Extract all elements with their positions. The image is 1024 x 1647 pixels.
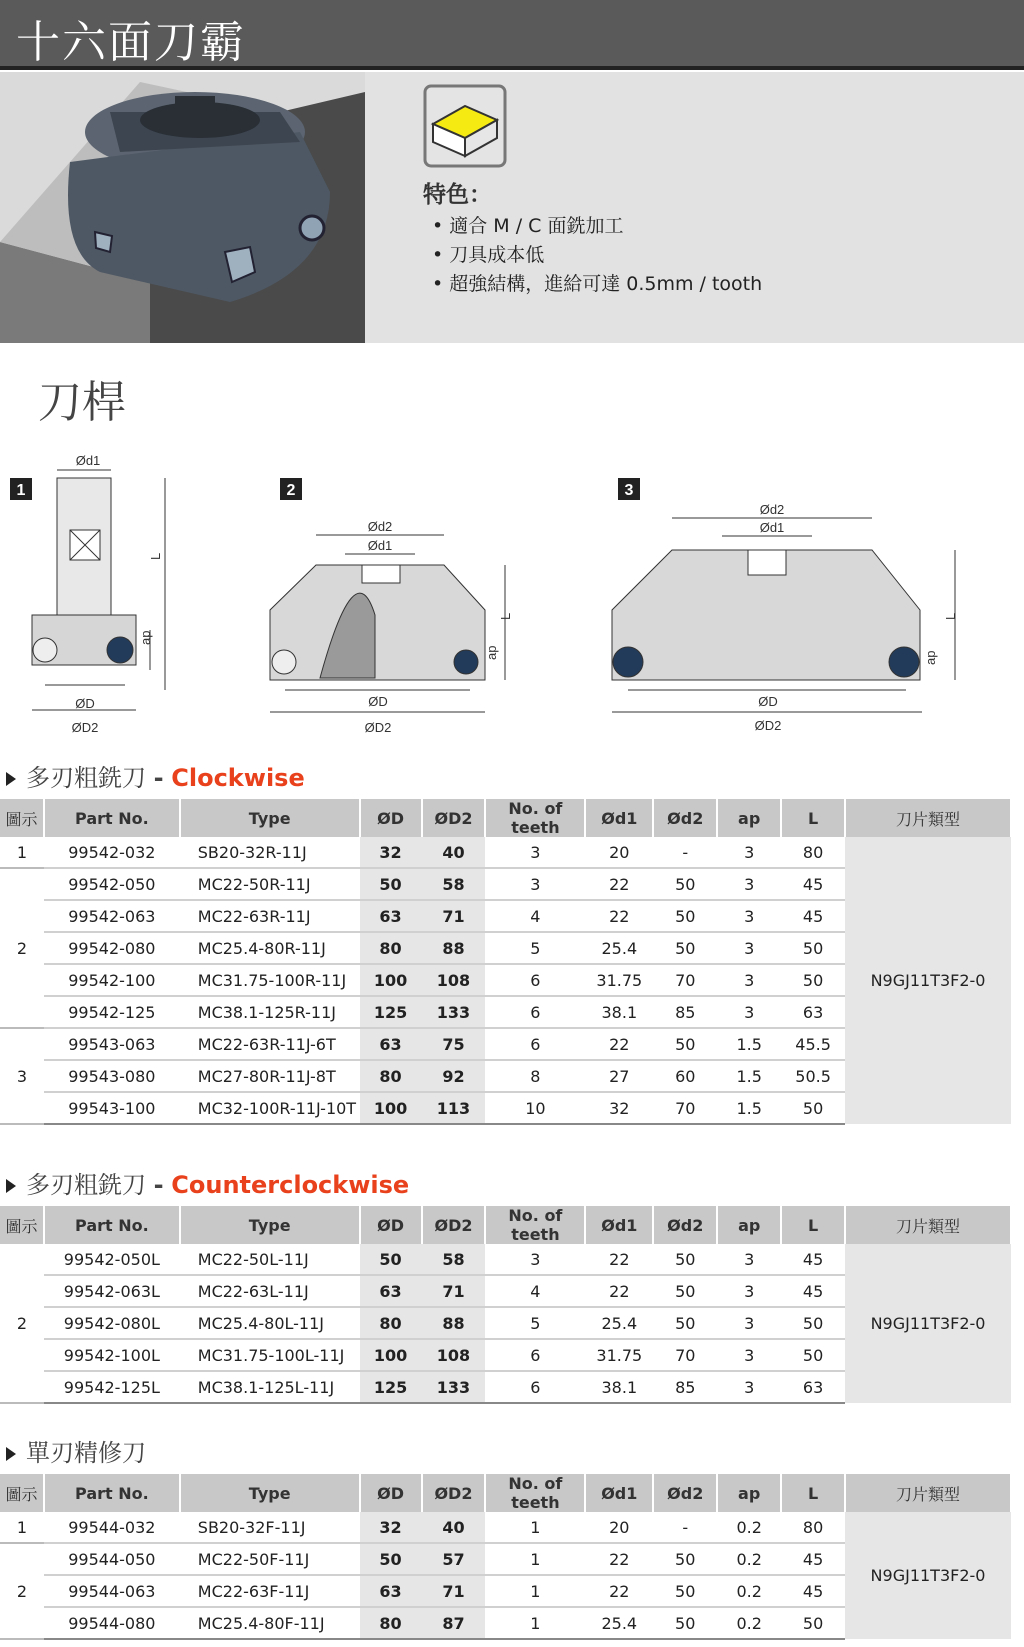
table-cell: 99542-080 — [44, 932, 180, 964]
table-cell: 99542-063 — [44, 900, 180, 932]
table-cell: 87 — [422, 1607, 486, 1639]
table-cell: 99544-063 — [44, 1575, 180, 1607]
diagram-number: 3 — [624, 482, 634, 499]
table-cell: MC32-100R-11J-10T — [180, 1092, 360, 1124]
table-cell: 22 — [585, 1543, 653, 1575]
insert-icon — [423, 84, 507, 168]
column-header: Part No. — [44, 1206, 180, 1244]
table-cell: 32 — [360, 1512, 422, 1543]
column-header: L — [781, 1474, 845, 1512]
section-label: 多刃粗銑刀 — [26, 764, 146, 792]
table-cell: 70 — [653, 964, 717, 996]
table-cell: 99544-050 — [44, 1543, 180, 1575]
table-cell: - — [653, 1512, 717, 1543]
table-cell: 63 — [781, 1371, 845, 1403]
table-cell: 57 — [422, 1543, 486, 1575]
table-cell: 99542-100 — [44, 964, 180, 996]
table-cell: 50 — [781, 1307, 845, 1339]
table-cell: 99543-080 — [44, 1060, 180, 1092]
label-L: L — [943, 612, 958, 620]
table-cell: 25.4 — [585, 1607, 653, 1639]
column-header: 刀片類型 — [845, 1474, 1011, 1512]
table-cell: 1.5 — [717, 1060, 781, 1092]
table-header-row — [0, 1474, 1011, 1512]
table-cell: 1 — [485, 1543, 585, 1575]
table-cell: MC31.75-100L-11J — [180, 1339, 360, 1371]
table-cell: 50 — [781, 964, 845, 996]
table-cell: 80 — [360, 1060, 422, 1092]
label-d2: Ød2 — [759, 502, 785, 517]
figure-cell: 1 — [0, 1512, 44, 1543]
table-cell: 50 — [781, 1339, 845, 1371]
table-cell: 3 — [717, 837, 781, 868]
table-cell: 45 — [781, 1275, 845, 1307]
column-header: ap — [717, 1206, 781, 1244]
table-cell: 85 — [653, 1371, 717, 1403]
table-cell: 80 — [781, 837, 845, 868]
table-cell: 4 — [485, 900, 585, 932]
feature-item: • 刀具成本低 — [432, 241, 762, 270]
column-header: ap — [717, 799, 781, 837]
table-cell: 99542-050L — [44, 1244, 180, 1275]
table-cell: 99542-063L — [44, 1275, 180, 1307]
table-cell: 99542-125 — [44, 996, 180, 1028]
label-d2: Ød2 — [367, 519, 393, 534]
column-header: Type — [180, 799, 360, 837]
table-cell: MC22-63R-11J-6T — [180, 1028, 360, 1060]
table-counterclockwise — [0, 1206, 1012, 1404]
feature-item: • 超強結構，進給可達 0.5mm / tooth — [432, 270, 762, 299]
column-header: Type — [180, 1474, 360, 1512]
column-header: ØD2 — [422, 1474, 486, 1512]
table-cell: 3 — [717, 868, 781, 900]
table-cell: 3 — [717, 1371, 781, 1403]
section-finishing-title — [6, 1433, 146, 1468]
table-cell: 100 — [360, 1092, 422, 1124]
column-header: No. of teeth — [485, 1206, 585, 1244]
table-row — [0, 1244, 1011, 1275]
table-cell: 71 — [422, 900, 486, 932]
table-cell: 133 — [422, 1371, 486, 1403]
column-header: Ød1 — [585, 1206, 653, 1244]
table-finishing — [0, 1474, 1012, 1640]
table-cell: 45 — [781, 900, 845, 932]
table-cell: MC22-50R-11J — [180, 868, 360, 900]
page-title: 十六面刀霸 — [16, 17, 246, 68]
table-cell: 3 — [717, 964, 781, 996]
table-cell: 5 — [485, 932, 585, 964]
table-cell: 63 — [360, 1575, 422, 1607]
triangle-icon — [6, 772, 16, 786]
table-cell: - — [653, 837, 717, 868]
table-cell: 88 — [422, 1307, 486, 1339]
table-cell: 25.4 — [585, 932, 653, 964]
section-dash: - — [153, 764, 164, 792]
product-image — [0, 72, 365, 343]
page-header — [0, 0, 1024, 70]
table-cell: 0.2 — [717, 1575, 781, 1607]
table-cell: 31.75 — [585, 964, 653, 996]
table-cell: 71 — [422, 1575, 486, 1607]
table-cell: 75 — [422, 1028, 486, 1060]
triangle-icon — [6, 1179, 16, 1193]
table-cell: 27 — [585, 1060, 653, 1092]
table-cell: 60 — [653, 1060, 717, 1092]
section-direction: Clockwise — [171, 764, 305, 792]
table-cell: 22 — [585, 1275, 653, 1307]
label-D: ØD — [758, 694, 778, 709]
column-header: Ød2 — [653, 1474, 717, 1512]
table-cell: 63 — [360, 1275, 422, 1307]
table-cell: 80 — [781, 1512, 845, 1543]
label-D2: ØD2 — [71, 720, 99, 735]
table-cell: MC22-50L-11J — [180, 1244, 360, 1275]
table-cell: 8 — [485, 1060, 585, 1092]
table-cell: 88 — [422, 932, 486, 964]
table-cell: MC27-80R-11J-8T — [180, 1060, 360, 1092]
table-cell: 1 — [485, 1512, 585, 1543]
table-cell: 70 — [653, 1092, 717, 1124]
table-cell: 133 — [422, 996, 486, 1028]
table-cell: 99542-080L — [44, 1307, 180, 1339]
table-cell: 6 — [485, 996, 585, 1028]
table-cell: 50 — [781, 1092, 845, 1124]
figure-cell: 3 — [0, 1028, 44, 1124]
table-cell: 45 — [781, 1543, 845, 1575]
column-header: ØD2 — [422, 799, 486, 837]
table-cell: MC38.1-125L-11J — [180, 1371, 360, 1403]
column-header: Part No. — [44, 799, 180, 837]
table-cell: 31.75 — [585, 1339, 653, 1371]
label-d1: Ød1 — [75, 453, 101, 468]
table-cell: 100 — [360, 964, 422, 996]
insert-type-cell: N9GJ11T3F2-0 — [845, 1512, 1011, 1639]
features-title: 特色： — [423, 182, 492, 208]
table-cell: 50 — [781, 932, 845, 964]
table-header-row — [0, 799, 1011, 837]
insert-type-cell: N9GJ11T3F2-0 — [845, 1244, 1011, 1403]
diagram-3 — [612, 478, 958, 733]
table-cell: 0.2 — [717, 1543, 781, 1575]
hero-banner — [0, 72, 1024, 343]
holder-diagrams — [0, 440, 1024, 745]
table-cell: 99544-080 — [44, 1607, 180, 1639]
table-cell: 50 — [653, 932, 717, 964]
table-cell: 50 — [653, 1543, 717, 1575]
table-cell: 38.1 — [585, 996, 653, 1028]
table-cell: 1.5 — [717, 1028, 781, 1060]
table-cell: 45 — [781, 1244, 845, 1275]
table-cell: 3 — [485, 837, 585, 868]
table-cell: 45 — [781, 1575, 845, 1607]
table-cell: 4 — [485, 1275, 585, 1307]
column-header: ØD2 — [422, 1206, 486, 1244]
table-cell: 50 — [781, 1607, 845, 1639]
table-cell: 92 — [422, 1060, 486, 1092]
table-cell: 25.4 — [585, 1307, 653, 1339]
table-cell: 50 — [653, 1607, 717, 1639]
column-header: 圖示 — [0, 1474, 44, 1512]
column-header: Type — [180, 1206, 360, 1244]
column-header: Part No. — [44, 1474, 180, 1512]
section-dash: - — [153, 1171, 164, 1199]
table-cell: 3 — [717, 1244, 781, 1275]
table-cell: 32 — [360, 837, 422, 868]
label-D2: ØD2 — [754, 718, 782, 733]
label-ap: ap — [138, 630, 153, 645]
table-clockwise — [0, 799, 1012, 1125]
column-header: Ød1 — [585, 799, 653, 837]
column-header: 圖示 — [0, 1206, 44, 1244]
table-cell: 58 — [422, 868, 486, 900]
label-d1: Ød1 — [367, 538, 393, 553]
section-direction: Counterclockwise — [171, 1171, 410, 1199]
table-cell: 50 — [653, 1244, 717, 1275]
column-header: L — [781, 799, 845, 837]
section-counterclockwise-title — [6, 1165, 409, 1200]
column-header: 刀片類型 — [845, 1206, 1011, 1244]
table-cell: 22 — [585, 1244, 653, 1275]
table-cell: MC22-63L-11J — [180, 1275, 360, 1307]
table-cell: 38.1 — [585, 1371, 653, 1403]
table-cell: SB20-32R-11J — [180, 837, 360, 868]
table-row — [0, 1512, 1011, 1543]
table-cell: 50 — [653, 900, 717, 932]
table-cell: 10 — [485, 1092, 585, 1124]
table-cell: 50 — [360, 868, 422, 900]
table-cell: 3 — [717, 1275, 781, 1307]
table-cell: 3 — [485, 1244, 585, 1275]
label-ap: ap — [923, 650, 938, 665]
table-cell: 3 — [717, 1307, 781, 1339]
table-cell: 3 — [717, 900, 781, 932]
table-cell: 108 — [422, 1339, 486, 1371]
table-cell: 99543-063 — [44, 1028, 180, 1060]
table-cell: 125 — [360, 996, 422, 1028]
diagram-1 — [10, 453, 165, 735]
table-cell: 0.2 — [717, 1512, 781, 1543]
table-cell: 99542-125L — [44, 1371, 180, 1403]
column-header: ØD — [360, 799, 422, 837]
label-D2: ØD2 — [364, 720, 392, 735]
label-D: ØD — [368, 694, 388, 709]
table-cell: 58 — [422, 1244, 486, 1275]
table-cell: 3 — [485, 868, 585, 900]
table-cell: 22 — [585, 1028, 653, 1060]
table-cell: 50 — [653, 1575, 717, 1607]
table-cell: 1 — [485, 1607, 585, 1639]
column-header: 刀片類型 — [845, 799, 1011, 837]
table-cell: 50 — [653, 868, 717, 900]
table-cell: MC31.75-100R-11J — [180, 964, 360, 996]
label-d1: Ød1 — [759, 520, 785, 535]
column-header: ØD — [360, 1474, 422, 1512]
table-cell: 50 — [360, 1244, 422, 1275]
table-cell: 50 — [653, 1307, 717, 1339]
table-cell: 99544-032 — [44, 1512, 180, 1543]
table-cell: 99542-050 — [44, 868, 180, 900]
table-cell: 50.5 — [781, 1060, 845, 1092]
table-cell: 40 — [422, 837, 486, 868]
table-cell: 50 — [653, 1275, 717, 1307]
section-label: 多刃粗銑刀 — [26, 1171, 146, 1199]
table-cell: 85 — [653, 996, 717, 1028]
table-cell: 99542-032 — [44, 837, 180, 868]
column-header: Ød1 — [585, 1474, 653, 1512]
table-cell: 45.5 — [781, 1028, 845, 1060]
table-cell: 50 — [360, 1543, 422, 1575]
column-header: ØD — [360, 1206, 422, 1244]
table-cell: MC22-63R-11J — [180, 900, 360, 932]
table-cell: 6 — [485, 1028, 585, 1060]
table-cell: 32 — [585, 1092, 653, 1124]
table-cell: 63 — [360, 1028, 422, 1060]
figure-cell: 1 — [0, 837, 44, 868]
table-cell: 6 — [485, 1339, 585, 1371]
label-L: L — [498, 612, 513, 620]
table-cell: MC38.1-125R-11J — [180, 996, 360, 1028]
table-row — [0, 837, 1011, 868]
table-cell: 80 — [360, 1607, 422, 1639]
table-cell: 125 — [360, 1371, 422, 1403]
table-cell: 71 — [422, 1275, 486, 1307]
table-cell: 3 — [717, 996, 781, 1028]
table-header-row — [0, 1206, 1011, 1244]
table-cell: 40 — [422, 1512, 486, 1543]
table-cell: 99542-100L — [44, 1339, 180, 1371]
table-cell: MC22-63F-11J — [180, 1575, 360, 1607]
table-cell: MC25.4-80L-11J — [180, 1307, 360, 1339]
table-cell: 100 — [360, 1339, 422, 1371]
table-cell: SB20-32F-11J — [180, 1512, 360, 1543]
table-cell: 22 — [585, 868, 653, 900]
figure-cell: 2 — [0, 868, 44, 1028]
features-list — [432, 212, 762, 299]
column-header: Ød2 — [653, 1206, 717, 1244]
table-cell: 99543-100 — [44, 1092, 180, 1124]
column-header: L — [781, 1206, 845, 1244]
label-ap: ap — [484, 645, 499, 660]
table-cell: 5 — [485, 1307, 585, 1339]
table-cell: 6 — [485, 1371, 585, 1403]
table-cell: 45 — [781, 868, 845, 900]
diagram-2 — [270, 478, 513, 735]
table-cell: 50 — [653, 1028, 717, 1060]
column-header: 圖示 — [0, 799, 44, 837]
table-cell: 1.5 — [717, 1092, 781, 1124]
table-cell: 0.2 — [717, 1607, 781, 1639]
section-clockwise-title — [6, 758, 305, 793]
table-cell: 6 — [485, 964, 585, 996]
table-cell: 20 — [585, 1512, 653, 1543]
section-label: 單刃精修刀 — [26, 1439, 146, 1467]
table-cell: 3 — [717, 932, 781, 964]
table-cell: 1 — [485, 1575, 585, 1607]
diagram-number: 1 — [16, 482, 26, 499]
column-header: ap — [717, 1474, 781, 1512]
figure-cell: 2 — [0, 1543, 44, 1639]
table-cell: 20 — [585, 837, 653, 868]
table-cell: 80 — [360, 932, 422, 964]
table-cell: 3 — [717, 1339, 781, 1371]
feature-item: • 適合 M / C 面銑加工 — [432, 212, 762, 241]
label-L: L — [148, 552, 163, 560]
column-header: No. of teeth — [485, 1474, 585, 1512]
table-cell: 22 — [585, 900, 653, 932]
label-D: ØD — [75, 696, 95, 711]
table-cell: 80 — [360, 1307, 422, 1339]
table-cell: 22 — [585, 1575, 653, 1607]
table-cell: 108 — [422, 964, 486, 996]
table-cell: 113 — [422, 1092, 486, 1124]
triangle-icon — [6, 1447, 16, 1461]
column-header: No. of teeth — [485, 799, 585, 837]
insert-type-cell: N9GJ11T3F2-0 — [845, 837, 1011, 1124]
table-cell: MC22-50F-11J — [180, 1543, 360, 1575]
holder-title: 刀桿 — [38, 377, 126, 428]
table-cell: 63 — [781, 996, 845, 1028]
table-cell: 63 — [360, 900, 422, 932]
diagram-number: 2 — [286, 482, 296, 499]
column-header: Ød2 — [653, 799, 717, 837]
figure-cell: 2 — [0, 1244, 44, 1403]
table-cell: MC25.4-80R-11J — [180, 932, 360, 964]
table-cell: MC25.4-80F-11J — [180, 1607, 360, 1639]
table-cell: 70 — [653, 1339, 717, 1371]
